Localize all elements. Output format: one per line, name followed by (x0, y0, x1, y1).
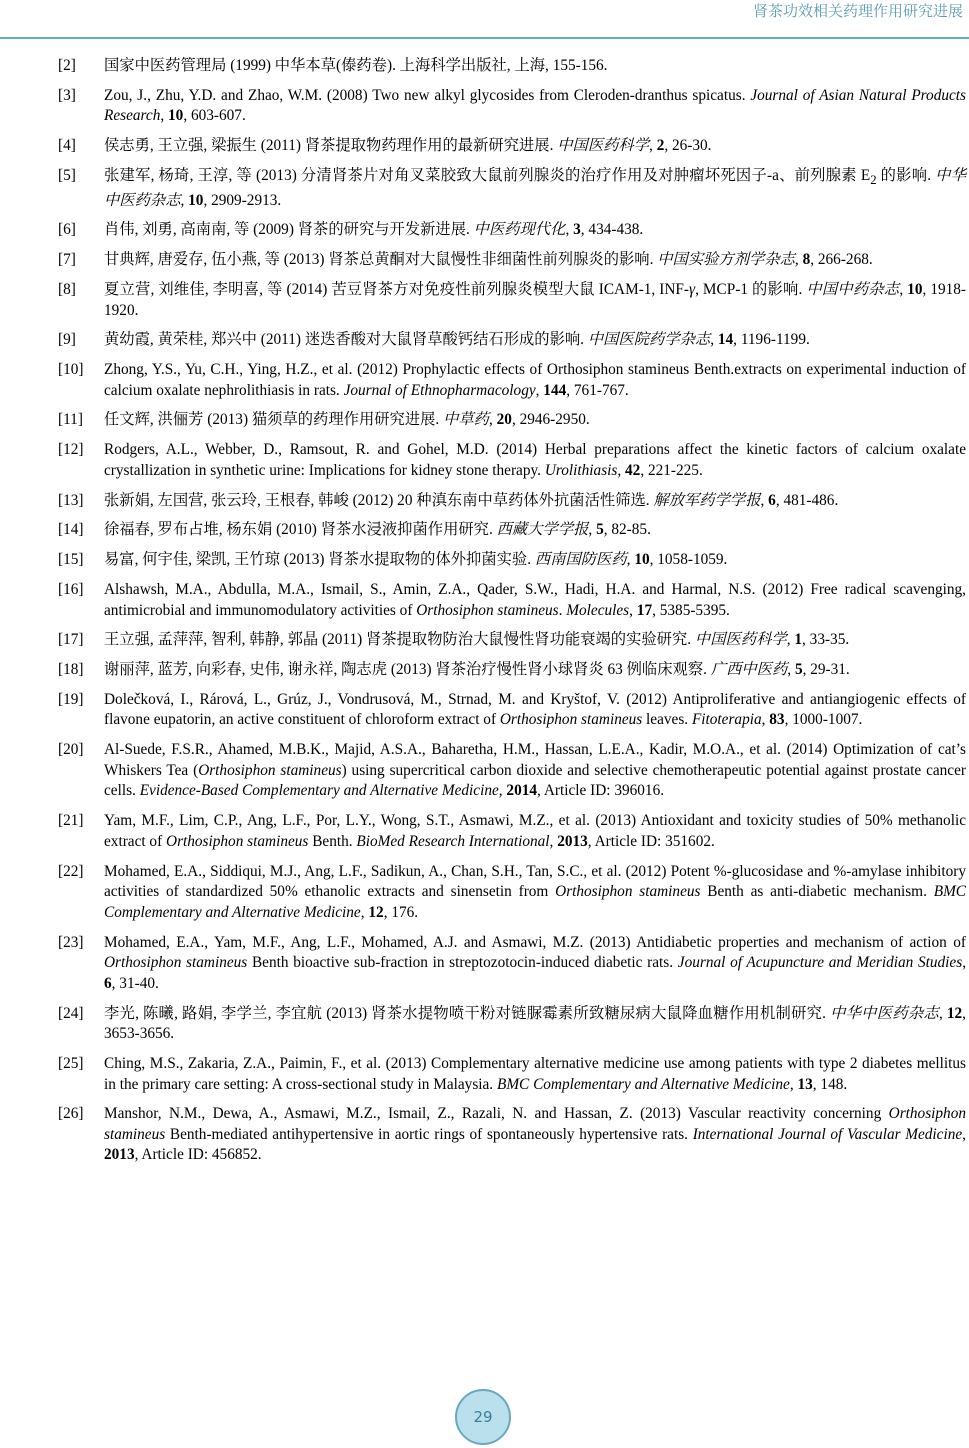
reference-item (58, 1004, 966, 1045)
reference-text: Dolečková, I., Rárová, L., Grúz, J., Vondrusová, M., Strnad, M. and Kryštof, V. (2012) Antiproliferative and antiangiogenic effects of flavone eupatorin, an active constituent of chloroform extract of Orthosiphon stamineus leaves. Fitoterapia, 83, 1000-1007. (104, 690, 966, 729)
page-number: 29 (473, 1408, 493, 1426)
reference-number: [15] (58, 551, 84, 569)
reference-list (58, 56, 966, 1175)
reference-text: 王立强, 孟萍萍, 智利, 韩静, 郭晶 (2011) 肾茶提取物防治大鼠慢性肾功能衰竭的实验研究. 中国医药科学, 1, 33-35. (104, 631, 850, 649)
reference-item (58, 1104, 966, 1166)
reference-text: Mohamed, E.A., Yam, M.F., Ang, L.F., Mohamed, A.J. and Asmawi, M.Z. (2013) Antidiabetic properties and mechanism of action of Orthosiphon stamineus Benth bioactive sub-fraction in streptozotocin-induced diabetic rats. Journal of Acupuncture and Meridian Studies, 6, 31-40. (104, 933, 967, 992)
reference-item (58, 811, 966, 852)
reference-item (58, 250, 966, 271)
reference-item (58, 862, 966, 924)
reference-number: [26] (58, 1105, 84, 1123)
reference-number: [17] (58, 631, 84, 649)
reference-number: [12] (58, 441, 84, 459)
reference-number: [14] (58, 521, 84, 539)
reference-item (58, 360, 966, 401)
reference-number: [21] (58, 812, 84, 830)
reference-item (58, 136, 966, 157)
reference-item (58, 440, 966, 481)
running-title: 肾茶功效相关药理作用研究进展 (752, 2, 963, 20)
reference-number: [9] (58, 331, 76, 349)
reference-text: 李光, 陈曦, 路娟, 李学兰, 李宜航 (2013) 肾茶水提物喷干粉对链脲霉素所致糖尿病大鼠降血糖作用机制研究. 中华中医药杂志, 12, 3653-3656. (104, 1004, 966, 1043)
reference-number: [6] (58, 221, 76, 239)
reference-number: [2] (58, 57, 76, 74)
reference-item (58, 166, 966, 211)
reference-text: 夏立营, 刘维佳, 李明喜, 等 (2014) 苦豆肾茶方对免疫性前列腺炎模型大鼠 ICAM-1, INF-γ, MCP-1 的影响. 中国中药杂志, 10, 1918-1920. (104, 280, 967, 319)
reference-number: [3] (58, 86, 76, 104)
reference-text: 谢丽萍, 蓝芳, 向彩春, 史伟, 谢永祥, 陶志虎 (2013) 肾茶治疗慢性肾小球肾炎 63 例临床观察. 广西中医药, 5, 29-31. (104, 661, 850, 679)
reference-item (58, 491, 966, 512)
header-rule (0, 37, 969, 39)
reference-number: [10] (58, 361, 84, 379)
reference-text: 张新娟, 左国营, 张云玲, 王根春, 韩峻 (2012) 20 种滇东南中草药体外抗菌活性筛选. 解放军药学学报, 6, 481-486. (104, 491, 839, 509)
page-number-badge (455, 1389, 511, 1445)
reference-text: 甘典辉, 唐爱存, 伍小燕, 等 (2013) 肾茶总黄酮对大鼠慢性非细菌性前列腺炎的影响. 中国实验方剂学杂志, 8, 266-268. (104, 251, 873, 269)
reference-text: Zou, J., Zhu, Y.D. and Zhao, W.M. (2008) Two new alkyl glycosides from Cleroden-dranthus spicatus. Journal of Asian Natural Products Research, 10, 603-607. (104, 86, 966, 125)
reference-text: 黄幼霞, 黄荣桂, 郑兴中 (2011) 迷迭香酸对大鼠肾草酸钙结石形成的影响. 中国医院药学杂志, 14, 1196-1199. (104, 331, 810, 349)
reference-item (58, 1054, 966, 1095)
reference-text: Alshawsh, M.A., Abdulla, M.A., Ismail, S., Amin, Z.A., Qader, S.W., Hadi, H.A. and Harmal, N.S. (2012) Free radical scavenging, antimicrobial and immunomodulatory activities of Orthosiphon stamineus. Molecules, 17, 5385-5395. (104, 580, 966, 619)
reference-text: Ching, M.S., Zakaria, Z.A., Paimin, F., et al. (2013) Complementary alternative medicine use among patients with type 2 diabetes mellitus in the primary care setting: A cross-sectional study in Malaysia. BMC Complementary and Alternative Medicine, 13, 148. (104, 1054, 966, 1093)
reference-item (58, 330, 966, 351)
reference-item (58, 660, 966, 681)
reference-number: [22] (58, 862, 84, 880)
reference-text: Manshor, N.M., Dewa, A., Asmawi, M.Z., Ismail, Z., Razali, N. and Hassan, Z. (2013) Vascular reactivity concerning Orthosiphon stamineus Benth-mediated antihypertensive in aortic rings of spontaneously hypertensive rats. International Journal of Vascular Medicine, 2013, Article ID: 456852. (104, 1105, 966, 1164)
reference-number: [19] (58, 690, 84, 708)
reference-text: Al-Suede, F.S.R., Ahamed, M.B.K., Majid, A.S.A., Baharetha, H.M., Hassan, L.E.A., Kadir, M.O.A., et al. (2014) Optimization of cat’s Whiskers Tea (Orthosiphon stamineus) using supercritical carbon dioxide and selective chemotherapeutic potential against prostate cancer cells. Evidence-Based Complementary and Alternative Medicine, 2014, Article ID: 396016. (104, 741, 966, 800)
reference-number: [5] (58, 166, 76, 184)
reference-number: [16] (58, 580, 84, 598)
reference-number: [24] (58, 1004, 84, 1022)
reference-text: Mohamed, E.A., Siddiqui, M.J., Ang, L.F., Sadikun, A., Chan, S.H., Tan, S.C., et al. (2012) Potent %-glucosidase and %-amylase inhibitory activities of standardized 50% ethanolic extracts and sinensetin from Orthosiphon stamineus Benth as anti-diabetic mechanism. BMC Complementary and Alternative Medicine, 12, 176. (104, 862, 967, 921)
reference-text: 国家中医药管理局 (1999) 中华本草(傣药卷). 上海科学出版社, 上海, 155-156. (104, 57, 608, 74)
reference-item (58, 220, 966, 241)
reference-item (58, 580, 966, 621)
reference-number: [25] (58, 1054, 84, 1072)
reference-text: 易富, 何宇佳, 梁凯, 王竹琼 (2013) 肾茶水提取物的体外抑菌实验. 西南国防医药, 10, 1058-1059. (104, 551, 728, 569)
reference-item (58, 690, 966, 731)
reference-item (58, 410, 966, 431)
reference-text: Zhong, Y.S., Yu, C.H., Ying, H.Z., et al. (2012) Prophylactic effects of Orthosiphon stamineus Benth.extracts on experimental induction of calcium oxalate nephrolithiasis in rats. Journal of Ethnopharmacology, 144, 761-767. (104, 361, 966, 399)
reference-text: 徐福春, 罗布占堆, 杨东娟 (2010) 肾茶水浸液抑菌作用研究. 西藏大学学报, 5, 82-85. (104, 521, 651, 539)
reference-text: 侯志勇, 王立强, 梁振生 (2011) 肾茶提取物药理作用的最新研究进展. 中国医药科学, 2, 26-30. (104, 137, 712, 155)
reference-text: 张建军, 杨琦, 王淳, 等 (2013) 分清肾茶片对角叉菜胶致大鼠前列腺炎的治疗作用及对肿瘤坏死因子-a、前列腺素 $E_2$ 的影响. 中华中医药杂志, 10, 2909-2913. (104, 166, 966, 209)
reference-number: [4] (58, 137, 76, 155)
reference-item (58, 933, 966, 995)
reference-item (58, 550, 966, 571)
reference-item (58, 86, 966, 127)
reference-number: [7] (58, 251, 76, 269)
reference-number: [18] (58, 661, 84, 679)
reference-text: 肖伟, 刘勇, 高南南, 等 (2009) 肾茶的研究与开发新进展. 中医药现代化, 3, 434-438. (104, 221, 644, 239)
reference-text: Rodgers, A.L., Webber, D., Ramsout, R. and Gohel, M.D. (2014) Herbal preparations affect the kinetic factors of calcium oxalate crystallization in synthetic urine: Implications for kidney stone therapy. Urolithiasis, 42, 221-225. (104, 441, 966, 479)
reference-item (58, 630, 966, 651)
reference-item (58, 740, 966, 802)
reference-number: [20] (58, 741, 84, 759)
reference-number: [11] (58, 411, 83, 429)
reference-number: [13] (58, 491, 84, 509)
reference-text: Yam, M.F., Lim, C.P., Ang, L.F., Por, L.Y., Wong, S.T., Asmawi, M.Z., et al. (2013) Antioxidant and toxicity studies of 50% methanolic extract of Orthosiphon stamineus Benth. BioMed Research International, 2013, Article ID: 351602. (104, 812, 966, 850)
reference-item (58, 56, 966, 77)
reference-number: [23] (58, 933, 84, 951)
reference-item (58, 280, 966, 321)
reference-item (58, 520, 966, 541)
reference-text: 任文辉, 洪俪芳 (2013) 猫须草的药理作用研究进展. 中草药, 20, 2946-2950. (104, 411, 590, 429)
reference-number: [8] (58, 280, 76, 298)
